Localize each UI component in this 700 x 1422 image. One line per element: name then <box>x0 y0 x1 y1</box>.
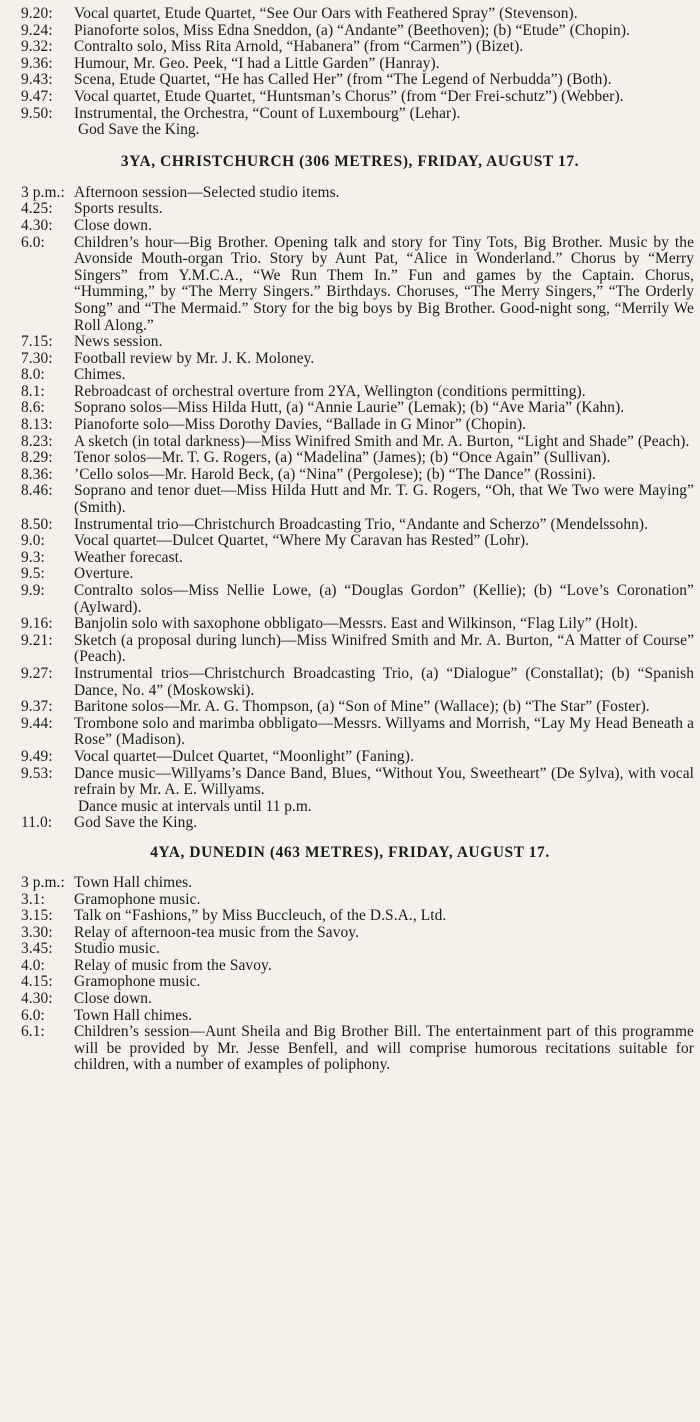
programme-entry <box>0 875 700 892</box>
entry-time: 4.30: <box>21 990 53 1008</box>
note-dance-music: Dance music at intervals until 11 p.m. <box>78 797 312 815</box>
entry-time: 9.9: <box>21 582 45 599</box>
entry-time: 8.29: <box>21 449 53 467</box>
entry-time: 4.15: <box>21 973 53 991</box>
entry-time: 9.37: <box>21 698 53 716</box>
programme-entry <box>0 1024 700 1074</box>
programme-list-3ya <box>0 185 700 799</box>
entry-time: 3.45: <box>21 940 53 958</box>
entry-time: 6.1: <box>21 1023 45 1041</box>
entry-time: 8.0: <box>21 366 45 384</box>
entry-text: Children’s session—Aunt Sheila and Big Brother Bill. The entertainment part of this programme will be provided by Mr. Jesse Benfell, and will comprise humorous recitations suitable for children, with a number of examples of poliphony. <box>74 1023 694 1074</box>
entry-time: 9.20: <box>21 5 53 22</box>
programme-entry <box>0 106 700 123</box>
programme-entry <box>0 815 700 832</box>
programme-entry <box>0 925 700 942</box>
entry-text: Trombone solo and marimba obbligato—Messrs. Willyams and Morrish, “Lay My Head Beneath a Rose” (Madison). <box>74 714 694 749</box>
programme-entry <box>0 766 700 799</box>
programme-entry <box>0 450 700 467</box>
programme-entry <box>0 892 700 909</box>
entry-time: 9.5: <box>21 565 45 583</box>
entry-text: God Save the King. <box>74 814 198 832</box>
entry-text: Vocal quartet—Dulcet Quartet, “Moonlight” (Faning). <box>74 747 414 765</box>
entry-text: Tenor solos—Mr. T. G. Rogers, (a) “Madelina” (James); (b) “Once Again” (Sullivan). <box>74 449 611 467</box>
entry-text: Pianoforte solo—Miss Dorothy Davies, “Ballade in G Minor” (Chopin). <box>74 416 527 434</box>
programme-entry <box>0 483 700 516</box>
entry-time: 9.49: <box>21 747 53 765</box>
programme-entry <box>0 467 700 484</box>
entry-text: Dance music—Willyams’s Dance Band, Blues, “Without You, Sweetheart” (De Sylva), with vocal refrain by Mr. A. E. Willyams. <box>74 764 694 799</box>
entry-text: Overture. <box>74 565 134 583</box>
entry-text: Studio music. <box>74 940 160 958</box>
entry-text: Vocal quartet, Etude Quartet, “See Our Oars with Feathered Spray” (Stevenson). <box>74 5 578 22</box>
programme-entry <box>0 235 700 335</box>
entry-time: 4.0: <box>21 956 45 974</box>
entry-text: Town Hall chimes. <box>74 1006 193 1024</box>
entry-time: 6.0: <box>21 233 45 251</box>
entry-time: 9.44: <box>21 714 53 732</box>
programme-entry <box>0 6 700 23</box>
entry-time: 7.30: <box>21 349 53 367</box>
section-heading-3ya: 3YA, CHRISTCHURCH (306 METRES), FRIDAY, AUGUST 17. <box>120 152 580 170</box>
top-programme-list <box>0 6 700 122</box>
entry-time: 8.1: <box>21 382 45 400</box>
entry-text: Chimes. <box>74 366 126 384</box>
programme-entry <box>0 566 700 583</box>
entry-time: 9.32: <box>21 38 53 56</box>
programme-entry <box>0 218 700 235</box>
entry-time: 9.3: <box>21 548 45 566</box>
entry-time: 9.27: <box>21 664 53 682</box>
programme-entry <box>0 351 700 368</box>
entry-text: ’Cello solos—Mr. Harold Beck, (a) “Nina” (Pergolese); (b) “The Dance” (Rossini). <box>74 465 596 483</box>
programme-entry <box>0 517 700 534</box>
programme-entry <box>0 1008 700 1025</box>
programme-entry <box>0 56 700 73</box>
programme-entry <box>0 334 700 351</box>
programme-entry <box>0 400 700 417</box>
entry-text: Relay of music from the Savoy. <box>74 956 272 974</box>
programme-entry <box>0 201 700 218</box>
entry-text: Contralto solo, Miss Rita Arnold, “Habanera” (from “Carmen”) (Bizet). <box>74 38 524 56</box>
entry-time: 3 p.m.: <box>21 183 65 201</box>
programme-entry <box>0 39 700 56</box>
entry-time: 9.24: <box>21 21 53 39</box>
programme-entry <box>0 367 700 384</box>
entry-text: Humour, Mr. Geo. Peek, “I had a Little Garden” (Hanray). <box>74 54 440 72</box>
entry-time: 6.0: <box>21 1006 45 1024</box>
entry-text: Close down. <box>74 990 153 1008</box>
entry-text: Town Hall chimes. <box>74 873 193 891</box>
programme-entry <box>0 23 700 40</box>
entry-text: Baritone solos—Mr. A. G. Thompson, (a) “Son of Mine” (Wallace); (b) “The Star” (Foster). <box>74 698 650 716</box>
programme-entry <box>0 550 700 567</box>
entry-time: 9.36: <box>21 54 53 72</box>
entry-text: Instrumental trio—Christchurch Broadcasting Trio, “Andante and Scherzo” (Mendelssohn). <box>74 515 649 533</box>
section-heading-4ya: 4YA, DUNEDIN (463 METRES), FRIDAY, AUGUST 17. <box>150 843 550 861</box>
programme-entry <box>0 533 700 550</box>
entry-text: Close down. <box>74 216 153 234</box>
entry-time: 9.16: <box>21 615 53 633</box>
entry-text: Football review by Mr. J. K. Moloney. <box>74 349 315 367</box>
programme-entry <box>0 974 700 991</box>
entry-time: 9.53: <box>21 764 53 782</box>
programme-entry <box>0 583 700 616</box>
entry-time: 3.30: <box>21 923 53 941</box>
programme-entry <box>0 417 700 434</box>
entry-text: Vocal quartet, Etude Quartet, “Huntsman’s Chorus” (from “Der Frei-schutz”) (Webber). <box>74 87 624 105</box>
entry-time: 8.36: <box>21 465 53 483</box>
entry-text: Scena, Etude Quartet, “He has Called Her” (from “The Legend of Nerbudda”) (Both). <box>74 71 612 89</box>
programme-list-4ya <box>0 875 700 1074</box>
entry-text: Contralto solos—Miss Nellie Lowe, (a) “Douglas Gordon” (Kellie); (b) “Love’s Coronation” (Aylward). <box>74 582 694 616</box>
entry-text: Talk on “Fashions,” by Miss Buccleuch, of the D.S.A., Ltd. <box>74 907 447 925</box>
entry-time: 9.47: <box>21 87 53 105</box>
entry-text: News session. <box>74 333 163 351</box>
entry-time: 9.0: <box>21 532 45 550</box>
entry-text: Soprano and tenor duet—Miss Hilda Hutt and Mr. T. G. Rogers, “Oh, that We Two were Maying” (Smith). <box>74 482 694 517</box>
entry-time: 4.25: <box>21 200 53 218</box>
entry-time: 8.13: <box>21 416 53 434</box>
entry-text: Sports results. <box>74 200 163 218</box>
programme-entry <box>0 958 700 975</box>
programme-entry <box>0 666 700 699</box>
entry-text: Instrumental trios—Christchurch Broadcasting Trio, (a) “Dialogue” (Constallat); (b) “Spanish Dance, No. 4” (Moskowski). <box>74 664 694 699</box>
programme-entry <box>0 633 700 666</box>
programme-entry <box>0 991 700 1008</box>
entry-text: Children’s hour—Big Brother. Opening talk and story for Tiny Tots, Big Brother. Music by the Avonside Mouth-organ Trio. Story by Aunt Pat, “Alice in Wonderland.” Chorus by “Merry Singers” from Y.M.C.A., “We Run Them In.” Fun and games by the Captain. Chorus, “Humming,” by “The Merry Singers.” Birthdays. Choruses, “The Merry Singers,” “The Orderly Song” and “The Mermaid.” Story for the big boys by Big Brother. Good-night song, “Merrily We Roll Along.” <box>74 233 694 334</box>
entry-time: 8.50: <box>21 515 53 533</box>
entry-time: 9.21: <box>21 631 53 649</box>
entry-time: 8.46: <box>21 482 53 500</box>
entry-time: 9.50: <box>21 104 53 122</box>
entry-time: 4.30: <box>21 216 53 234</box>
entry-text: Gramophone music. <box>74 890 201 908</box>
programme-entry <box>0 716 700 749</box>
entry-time: 8.23: <box>21 432 53 450</box>
entry-time: 11.0: <box>21 814 53 832</box>
programme-entry <box>0 384 700 401</box>
programme-entry <box>0 616 700 633</box>
programme-entry <box>0 941 700 958</box>
entry-text: Instrumental, the Orchestra, “Count of Luxembourg” (Lehar). <box>74 104 461 122</box>
programme-entry <box>0 89 700 106</box>
programme-entry <box>0 749 700 766</box>
entry-text: Soprano solos—Miss Hilda Hutt, (a) “Annie Laurie” (Lemak); (b) “Ave Maria” (Kahn). <box>74 399 625 417</box>
entry-time: 3.15: <box>21 907 53 925</box>
entry-time: 8.6: <box>21 399 45 417</box>
programme-entry <box>0 72 700 89</box>
entry-time: 3.1: <box>21 890 45 908</box>
programme-entry <box>0 434 700 451</box>
entry-text: Relay of afternoon-tea music from the Savoy. <box>74 923 360 941</box>
entry-text: Pianoforte solos, Miss Edna Sneddon, (a) “Andante” (Beethoven); (b) “Etude” (Chopin). <box>74 21 631 39</box>
programme-entry <box>0 699 700 716</box>
entry-text: Afternoon session—Selected studio items. <box>74 183 340 201</box>
entry-text: Rebroadcast of orchestral overture from 2YA, Wellington (conditions permitting). <box>74 382 586 400</box>
entry-time: 3 p.m.: <box>21 873 65 891</box>
entry-text: Banjolin solo with saxophone obbligato—Messrs. East and Wilkinson, “Flag Lily” (Holt). <box>74 615 638 633</box>
entry-text: Weather forecast. <box>74 548 183 566</box>
entry-text: Gramophone music. <box>74 973 201 991</box>
programme-entry <box>0 908 700 925</box>
entry-text: Vocal quartet—Dulcet Quartet, “Where My Caravan has Rested” (Lohr). <box>74 532 530 550</box>
top-closing-line: God Save the King. <box>78 121 200 139</box>
entry-text: A sketch (in total darkness)—Miss Winifred Smith and Mr. A. Burton, “Light and Shade” (Peach). <box>74 432 690 450</box>
entry-time: 9.43: <box>21 71 53 89</box>
entry-time: 7.15: <box>21 333 53 351</box>
entry-text: Sketch (a proposal during lunch)—Miss Winifred Smith and Mr. A. Burton, “A Matter of Course” (Peach). <box>74 631 694 666</box>
programme-entry <box>0 185 700 202</box>
